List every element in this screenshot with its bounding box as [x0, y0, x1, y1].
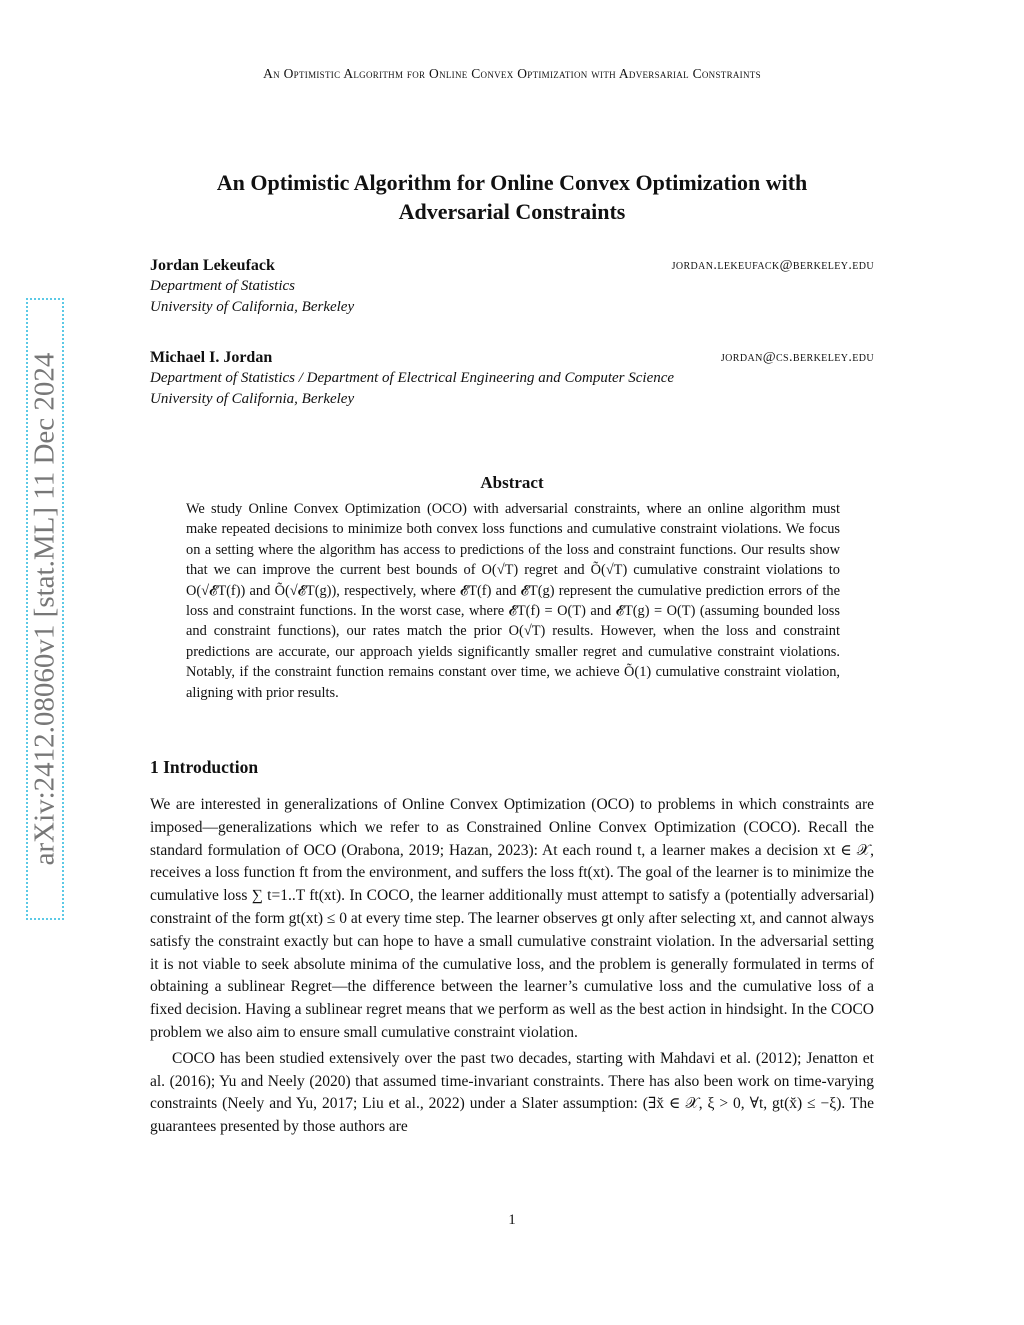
- title-line-2: Adversarial Constraints: [398, 199, 626, 224]
- introduction-body: [150, 794, 874, 1142]
- author-name: Michael I. Jordan: [150, 349, 273, 366]
- abstract-heading: Abstract: [480, 473, 544, 492]
- title-line-1: An Optimistic Algorithm for Online Convex Optimization with: [216, 170, 808, 195]
- author-block-1: [150, 256, 874, 318]
- author-name: Jordan Lekeufack: [150, 257, 275, 274]
- author-block-2: [150, 348, 874, 410]
- paragraph: COCO has been studied extensively over the past two decades, starting with Mahdavi et al. (2012); Jenatton et al. (2016); Yu and Neely (2020) that assumed time-invariant constraints. There has also been work on time-varying constraints (Neely and Yu, 2017; Liu et al., 2022) under a Slater assumption: (∃x̆ ∈ 𝒳, ξ > 0, ∀t, gt(x̆) ≤ −ξ). The guarantees presented by those authors are: [150, 1049, 874, 1136]
- author-email[interactable]: jordan@cs.berkeley.edu: [720, 350, 874, 365]
- arxiv-id: arXiv:2412.08060v1 [stat.ML] 11 Dec 2024: [28, 352, 61, 866]
- author-affiliation: Department of Statistics: [150, 278, 295, 294]
- author-affiliation: Department of Statistics / Department of Electrical Engineering and Computer Science: [150, 370, 675, 386]
- abstract-text: We study Online Convex Optimization (OCO) with adversarial constraints, where an online algorithm must make repeated decisions to minimize both convex loss functions and cumulative constraint violations. We focus on a setting where the algorithm has access to predictions of the loss and constraint functions. Our results show that we can improve the current best bounds of O(√T) regret and Õ(√T) cumulative constraint violations to O(√𝓔T(f)) and Õ(√𝓔T(g)), respectively, where 𝓔T(f) and 𝓔T(g) represent the cumulative prediction errors of the loss and constraint functions. In the worst case, where 𝓔T(f) = O(T) and 𝓔T(g) = O(T) (assuming bounded loss and constraint functions), our rates match the prior O(√T) results. However, when the loss and constraint predictions are accurate, our approach yields significantly smaller regret and cumulative constraint violations. Notably, if the constraint function remains constant over time, we achieve Õ(1) cumulative constraint violation, aligning with prior results.: [186, 501, 840, 701]
- section-heading: 1 Introduction: [150, 757, 259, 777]
- arxiv-stamp: [26, 298, 64, 920]
- author-email[interactable]: jordan.lekeufack@berkeley.edu: [671, 258, 874, 273]
- author-affiliation: University of California, Berkeley: [150, 299, 355, 315]
- paper-title: [150, 168, 874, 226]
- running-head: An Optimistic Algorithm for Online Convex Optimization with Adversarial Constraints: [263, 66, 761, 81]
- paragraph: We are interested in generalizations of Online Convex Optimization (OCO) to problems in which constraints are imposed—generalizations which we refer to as Constrained Online Convex Optimization (COCO). Recall the standard formulation of OCO (Orabona, 2019; Hazan, 2023): At each round t, a learner makes a decision xt ∈ 𝒳, receives a loss function ft from the environment, and suffers the loss ft(xt). The goal of the learner is to minimize the cumulative loss ∑ t=1..T ft(xt). In COCO, the learner additionally must attempt to satisfy a (potentially adversarial) constraint of the form gt(xt) ≤ 0 at every time step. The learner observes gt only after selecting xt, and cannot always satisfy the constraint exactly but can hope to have a small cumulative constraint violation. In the adversarial setting it is not viable to seek absolute minima of the cumulative loss, and the problem is generally formulated in terms of obtaining a sublinear Regret—the difference between the learner’s cumulative loss and the cumulative loss of a fixed decision. Having a sublinear regret means that we perform as well as the best action in hindsight. In the COCO problem we also aim to ensure small cumulative constraint violation.: [150, 796, 875, 1041]
- author-affiliation: University of California, Berkeley: [150, 391, 355, 407]
- page-number: 1: [508, 1212, 516, 1228]
